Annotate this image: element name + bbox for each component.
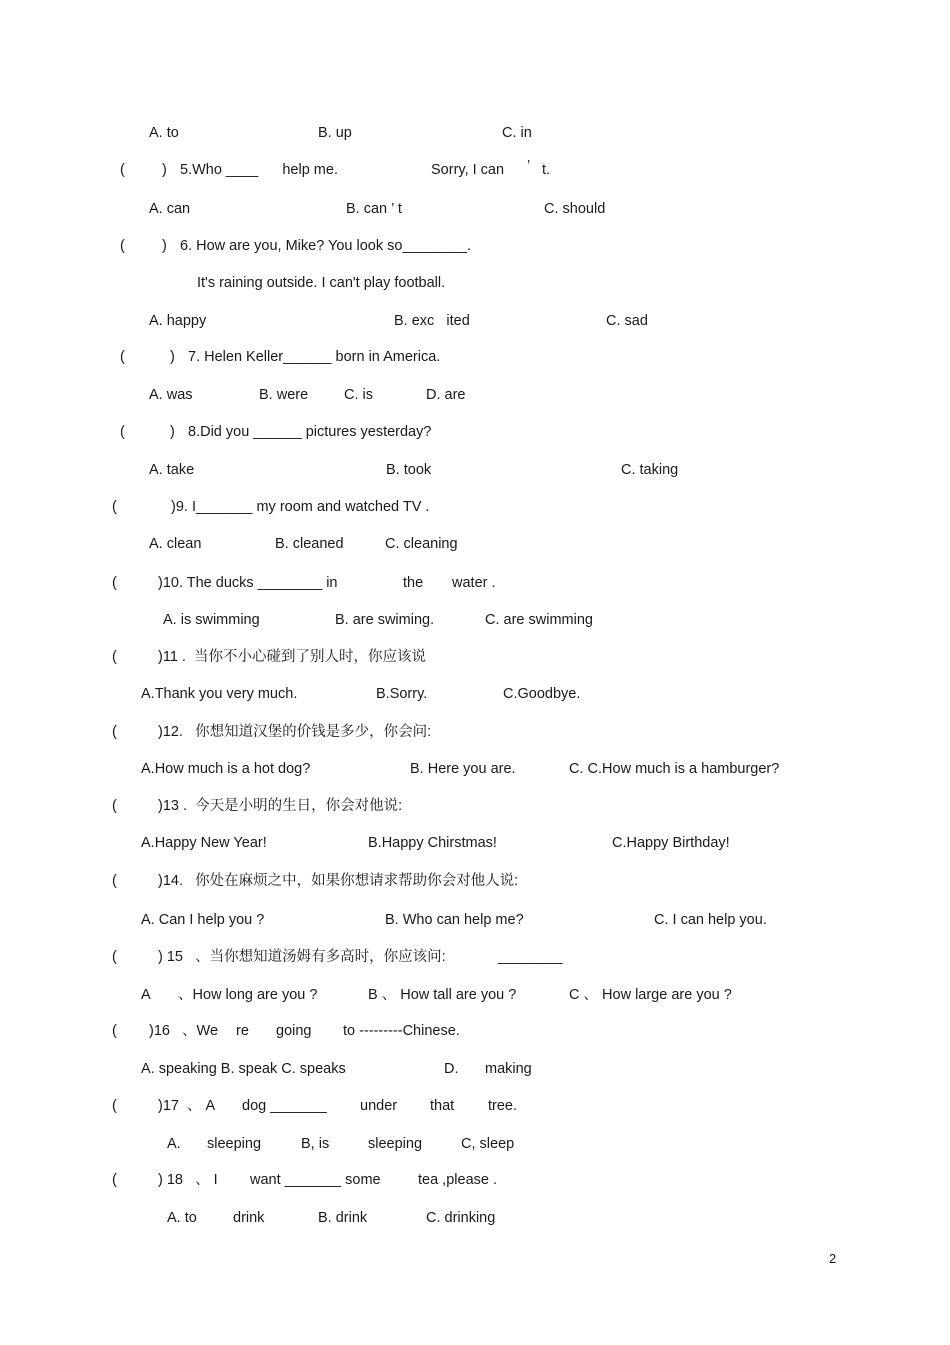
q14-option-a: A. Can I help you ? bbox=[141, 912, 265, 928]
q15-blank: ________ bbox=[498, 949, 563, 965]
q18-stem: ) 18 、 I bbox=[158, 1172, 218, 1188]
q17-word-under: under bbox=[360, 1098, 398, 1114]
q11-paren-open: ( bbox=[112, 649, 117, 665]
q18-option-b: B. drink bbox=[318, 1210, 368, 1226]
q15-stem: ) 15 、当你想知道汤姆有多高时，你应该问: bbox=[158, 949, 446, 965]
q13-option-c: C.Happy Birthday! bbox=[612, 835, 730, 851]
q11-option-c: C.Goodbye. bbox=[503, 686, 581, 702]
q12-option-a: A.How much is a hot dog? bbox=[141, 761, 311, 777]
q5-reply-end: t. bbox=[542, 162, 551, 178]
q10-word-water: water . bbox=[452, 575, 496, 591]
q16-stem: )16 、We bbox=[149, 1023, 219, 1039]
q10-paren-open: ( bbox=[112, 575, 117, 591]
q7-paren-close: ) bbox=[170, 349, 175, 365]
q9-option-b: B. cleaned bbox=[275, 536, 344, 552]
q17-word-tree: tree. bbox=[488, 1098, 518, 1114]
q17-option-a: sleeping bbox=[207, 1136, 262, 1152]
q11-option-b: B.Sorry. bbox=[376, 686, 428, 702]
q18-option-a: drink bbox=[233, 1210, 265, 1226]
q17-paren-open: ( bbox=[112, 1098, 117, 1114]
q9-option-a: A. clean bbox=[149, 536, 202, 552]
q11-option-a: A.Thank you very much. bbox=[141, 686, 298, 702]
q10-option-c: C. are swimming bbox=[485, 612, 593, 628]
q5-option-a: A. can bbox=[149, 201, 191, 217]
q12-stem: )12. 你想知道汉堡的价钱是多少，你会问: bbox=[158, 724, 432, 740]
q16-option-d-letter: D. bbox=[444, 1061, 459, 1077]
q6-stem: 6. How are you, Mike? You look so________. bbox=[180, 238, 472, 254]
q14-option-b: B. Who can help me? bbox=[385, 912, 524, 928]
q12-option-c: C. C.How much is a hamburger? bbox=[569, 761, 780, 777]
q10-word-the: the bbox=[403, 575, 424, 591]
q13-option-b: B.Happy Chirstmas! bbox=[368, 835, 497, 851]
q16-word-to: to ---------Chinese. bbox=[343, 1023, 460, 1039]
q15-option-b: B 、 How tall are you ? bbox=[368, 987, 517, 1003]
q9-stem: )9. I_______ my room and watched TV . bbox=[171, 499, 430, 515]
q12-option-b: B. Here you are. bbox=[410, 761, 516, 777]
q5-reply: Sorry, I can bbox=[431, 162, 505, 178]
q8-paren-open: ( bbox=[120, 424, 125, 440]
q17-option-b-letter: B, is bbox=[301, 1136, 330, 1152]
page-number: 2 bbox=[829, 1251, 837, 1266]
q5-stem: 5.Who ____ help me. bbox=[180, 162, 338, 178]
q16-options-abc: A. speaking B. speak C. speaks bbox=[141, 1061, 346, 1077]
q5-paren-close: ) bbox=[162, 162, 167, 178]
q9-option-c: C. cleaning bbox=[385, 536, 458, 552]
q6-option-c: C. sad bbox=[606, 313, 648, 329]
q7-option-d: D. are bbox=[426, 387, 466, 403]
q9-paren-open: ( bbox=[112, 499, 117, 515]
q7-paren-open: ( bbox=[120, 349, 125, 365]
q4-option-b: B. up bbox=[318, 125, 352, 141]
q14-paren-open: ( bbox=[112, 873, 117, 889]
q17-option-b: sleeping bbox=[368, 1136, 423, 1152]
q5-option-c: C. should bbox=[544, 201, 606, 217]
q15-paren-open: ( bbox=[112, 949, 117, 965]
q10-option-a: A. is swimming bbox=[163, 612, 260, 628]
q15-option-a: 、How long are you ? bbox=[178, 987, 318, 1003]
q6-paren-close: ) bbox=[162, 238, 167, 254]
q7-stem: 7. Helen Keller______ born in America. bbox=[188, 349, 441, 365]
q8-option-a: A. take bbox=[149, 462, 195, 478]
q7-option-b: B. were bbox=[259, 387, 309, 403]
q15-option-a-letter: A bbox=[141, 987, 151, 1003]
q14-stem: )14. 你处在麻烦之中，如果你想请求帮助你会对他人说: bbox=[158, 873, 519, 889]
q16-word-going: going bbox=[276, 1023, 312, 1039]
q8-stem: 8.Did you ______ pictures yesterday? bbox=[188, 424, 432, 440]
q18-option-a-letter: A. to bbox=[167, 1210, 197, 1226]
q14-option-c: C. I can help you. bbox=[654, 912, 767, 928]
q5-paren-open: ( bbox=[120, 162, 125, 178]
q17-word-dog: dog _______ bbox=[242, 1098, 327, 1114]
q6-option-a: A. happy bbox=[149, 313, 207, 329]
q10-option-b: B. are swiming. bbox=[335, 612, 435, 628]
q6-paren-open: ( bbox=[120, 238, 125, 254]
q16-paren-open: ( bbox=[112, 1023, 117, 1039]
q16-option-d: making bbox=[485, 1061, 532, 1077]
q7-option-c: C. is bbox=[344, 387, 373, 403]
q11-stem: )11 . 当你不小心碰到了别人时，你应该说 bbox=[158, 649, 426, 665]
q7-option-a: A. was bbox=[149, 387, 193, 403]
q13-paren-open: ( bbox=[112, 798, 117, 814]
q5-apostrophe: ’ bbox=[527, 158, 531, 174]
q8-option-c: C. taking bbox=[621, 462, 679, 478]
q17-option-c: C, sleep bbox=[461, 1136, 515, 1152]
q18-option-c: C. drinking bbox=[426, 1210, 496, 1226]
q4-option-a: A. to bbox=[149, 125, 179, 141]
q18-word-want: want _______ some bbox=[250, 1172, 381, 1188]
q17-word-that: that bbox=[430, 1098, 455, 1114]
q16-stem-re: re bbox=[236, 1023, 249, 1039]
q17-option-a-letter: A. bbox=[167, 1136, 181, 1152]
q17-stem: )17 、 A bbox=[158, 1098, 216, 1114]
q6-context: It's raining outside. I can't play football. bbox=[197, 275, 446, 291]
q6-option-b: B. exc ited bbox=[394, 313, 470, 329]
q8-option-b: B. took bbox=[386, 462, 432, 478]
q8-paren-close: ) bbox=[170, 424, 175, 440]
q13-option-a: A.Happy New Year! bbox=[141, 835, 267, 851]
q18-word-tea: tea ,please . bbox=[418, 1172, 497, 1188]
q10-stem: )10. The ducks ________ in bbox=[158, 575, 338, 591]
q18-paren-open: ( bbox=[112, 1172, 117, 1188]
q12-paren-open: ( bbox=[112, 724, 117, 740]
q15-option-c: C 、 How large are you ? bbox=[569, 987, 732, 1003]
q5-option-b: B. can ’ t bbox=[346, 201, 402, 217]
q13-stem: )13 . 今天是小明的生日，你会对他说: bbox=[158, 798, 403, 814]
q4-option-c: C. in bbox=[502, 125, 532, 141]
